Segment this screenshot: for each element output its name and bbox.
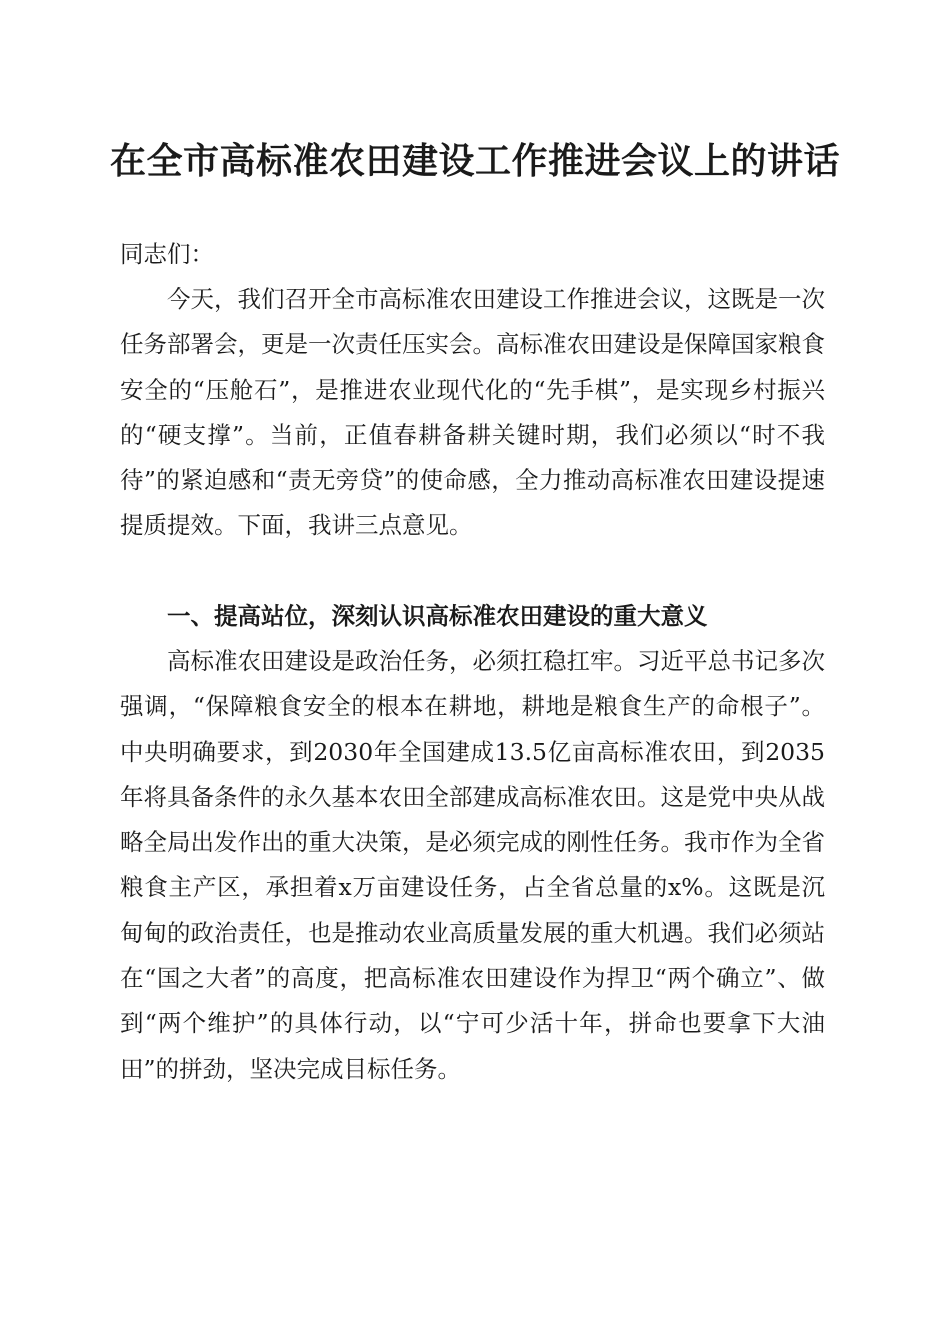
salutation: 同志们： [120, 240, 214, 268]
document-title: 在全市高标准农田建设工作推进会议上的讲话 [109, 140, 840, 182]
opening-paragraph: 今天，我们召开全市高标准农田建设工作推进会议，这既是一次任务部署会，更是一次责任压实会。高标准农田建设是保障国家粮食安全的“压舱石”，是推进农业现代化的“先手棋”，是实现乡村振兴的“硬支撑”。当前，正值春耕备耕关键时期，我们必须以“时不我待”的紧迫感和“责无旁贷”的使命感，全力推动高标准农田建设提速提质提效。下面，我讲三点意见。 [120, 285, 825, 540]
section-1-paragraph: 高标准农田建设是政治任务，必须扛稳扛牢。习近平总书记多次强调，“保障粮食安全的根本在耕地，耕地是粮食生产的命根子”。中央明确要求，到2030年全国建成13.5亿亩高标准农田，到2035年将具备条件的永久基本农田全部建成高标准农田。这是党中央从战略全局出发作出的重大决策，是必须完成的刚性任务。我市作为全省粮食主产区，承担着x万亩建设任务，占全省总量的x%。这既是沉甸甸的政治责任，也是推动农业高质量发展的重大机遇。我们必须站在“国之大者”的高度，把高标准农田建设作为捍卫“两个确立”、做到“两个维护”的具体行动，以“宁可少活十年，拼命也要拿下大油田”的拼劲，坚决完成目标任务。 [120, 647, 825, 1083]
section-heading-1: 一、提高站位，深刻认识高标准农田建设的重大意义 [167, 602, 708, 630]
